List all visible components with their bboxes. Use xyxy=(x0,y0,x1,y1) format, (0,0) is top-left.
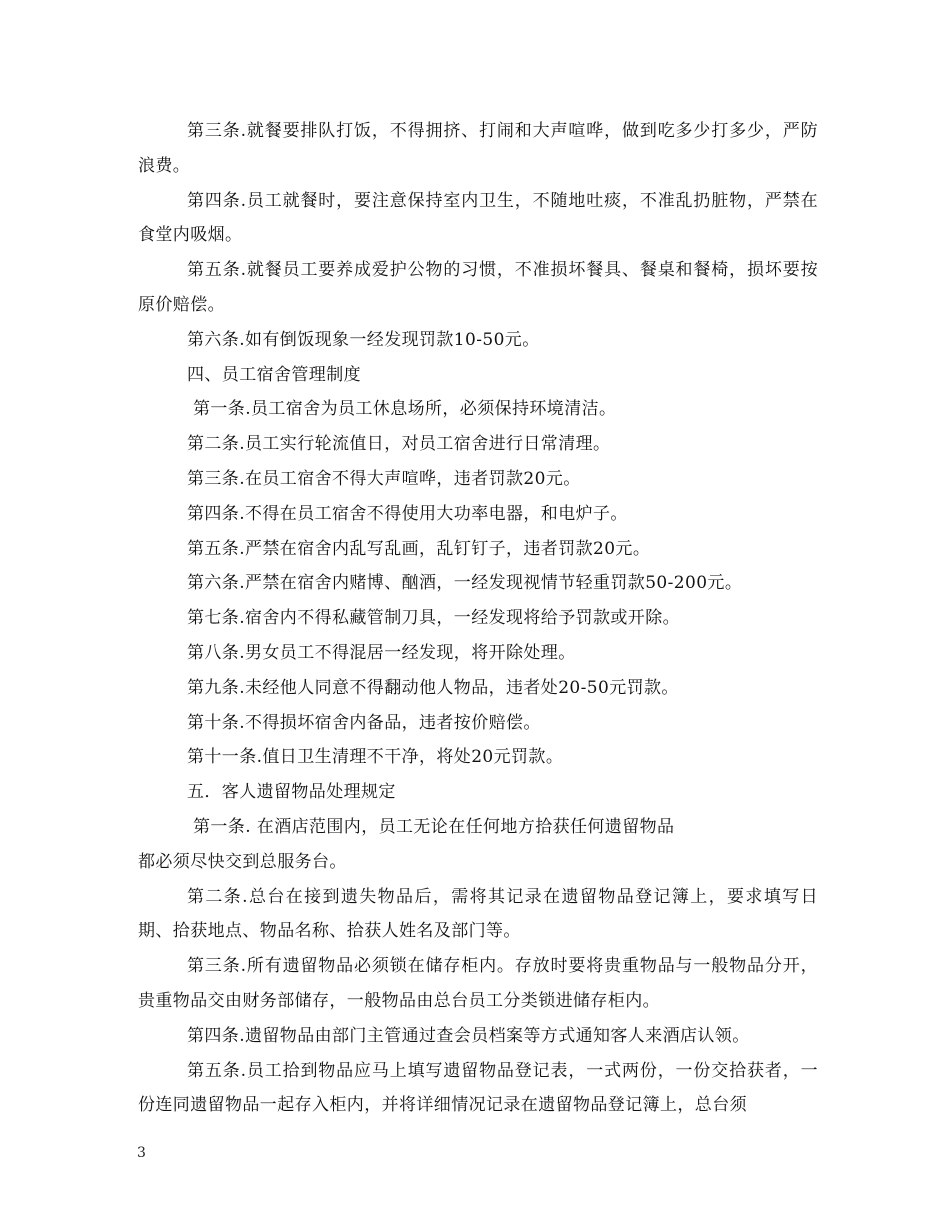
paragraph-lost-rule-3: 第三条.所有遗留物品必须锁在储存柜内。存放时要将贵重物品与一般物品分开，贵重物品交由财务部储存，一般物品由总台员工分类锁进储存柜内。 xyxy=(138,956,818,1011)
paragraph-dorm-rule-8: 第八条.男女员工不得混居一经发现，将开除处理。 xyxy=(187,642,576,663)
paragraph-dorm-rule-10: 第十条.不得损坏宿舍内备品，违者按价赔偿。 xyxy=(187,712,541,733)
paragraph-dorm-rule-2: 第二条.员工实行轮流值日，对员工宿舍进行日常清理。 xyxy=(187,434,611,455)
paragraph-dining-rule-3: 第三条.就餐要排队打饭，不得拥挤、打闹和大声喧哗，做到吃多少打多少，严防浪费。 xyxy=(138,121,818,176)
paragraph-lost-rule-1-cont: 都必须尽快交到总服务台。 xyxy=(138,851,347,872)
page-number: 3 xyxy=(137,1145,146,1161)
paragraph-dorm-rule-3: 第三条.在员工宿舍不得大声喧哗，违者罚款20元。 xyxy=(187,468,581,489)
paragraph-dining-rule-4: 第四条.员工就餐时，要注意保持室内卫生，不随地吐痰，不准乱扔脏物，严禁在食堂内吸烟。 xyxy=(138,190,818,246)
paragraph-lost-rule-1: 第一条. 在酒店范围内，员工无论在任何地方拾获任何遗留物品 xyxy=(193,816,675,837)
paragraph-dorm-rule-9: 第九条.未经他人同意不得翻动他人物品，违者处20-50元罚款。 xyxy=(187,677,679,698)
paragraph-dorm-rule-11: 第十一条.值日卫生清理不干净，将处20元罚款。 xyxy=(187,747,564,768)
paragraph-lost-rule-4: 第四条.遗留物品由部门主管通过查会员档案等方式通知客人来酒店认领。 xyxy=(187,1025,750,1046)
paragraph-dorm-rule-7: 第七条.宿舍内不得私藏管制刀具，一经发现将给予罚款或开除。 xyxy=(187,608,681,629)
paragraph-lost-rule-2: 第二条.总台在接到遗失物品后，需将其记录在遗留物品登记簿上，要求填写日期、拾获地点、物品名称、拾获人姓名及部门等。 xyxy=(138,886,818,942)
document-body xyxy=(138,114,818,1123)
paragraph-dining-rule-6: 第六条.如有倒饭现象一经发现罚款10-50元。 xyxy=(187,329,540,350)
paragraph-dorm-rule-4: 第四条.不得在员工宿舍不得使用大功率电器，和电炉子。 xyxy=(187,503,628,524)
paragraph-lost-rule-5: 第五条.员工拾到物品应马上填写遗留物品登记表，一式两份，一份交拾获者，一份连同遗留物品一起存入柜内，并将详细情况记录在遗留物品登记簿上，总台须 xyxy=(138,1060,818,1116)
section-heading-dormitory: 四、员工宿舍管理制度 xyxy=(187,364,361,385)
paragraph-dorm-rule-1: 第一条.员工宿舍为员工休息场所，必须保持环境清洁。 xyxy=(193,399,617,420)
paragraph-dorm-rule-6: 第六条.严禁在宿舍内赌博、酗酒，一经发现视情节轻重罚款50-200元。 xyxy=(187,573,743,594)
paragraph-dining-rule-5: 第五条.就餐员工要养成爱护公物的习惯，不准损坏餐具、餐桌和餐椅，损坏要按原价赔偿。 xyxy=(138,260,818,315)
paragraph-dorm-rule-5: 第五条.严禁在宿舍内乱写乱画，乱钉钉子，违者罚款20元。 xyxy=(187,538,651,559)
section-heading-lost-items: 五．客人遗留物品处理规定 xyxy=(187,782,396,803)
